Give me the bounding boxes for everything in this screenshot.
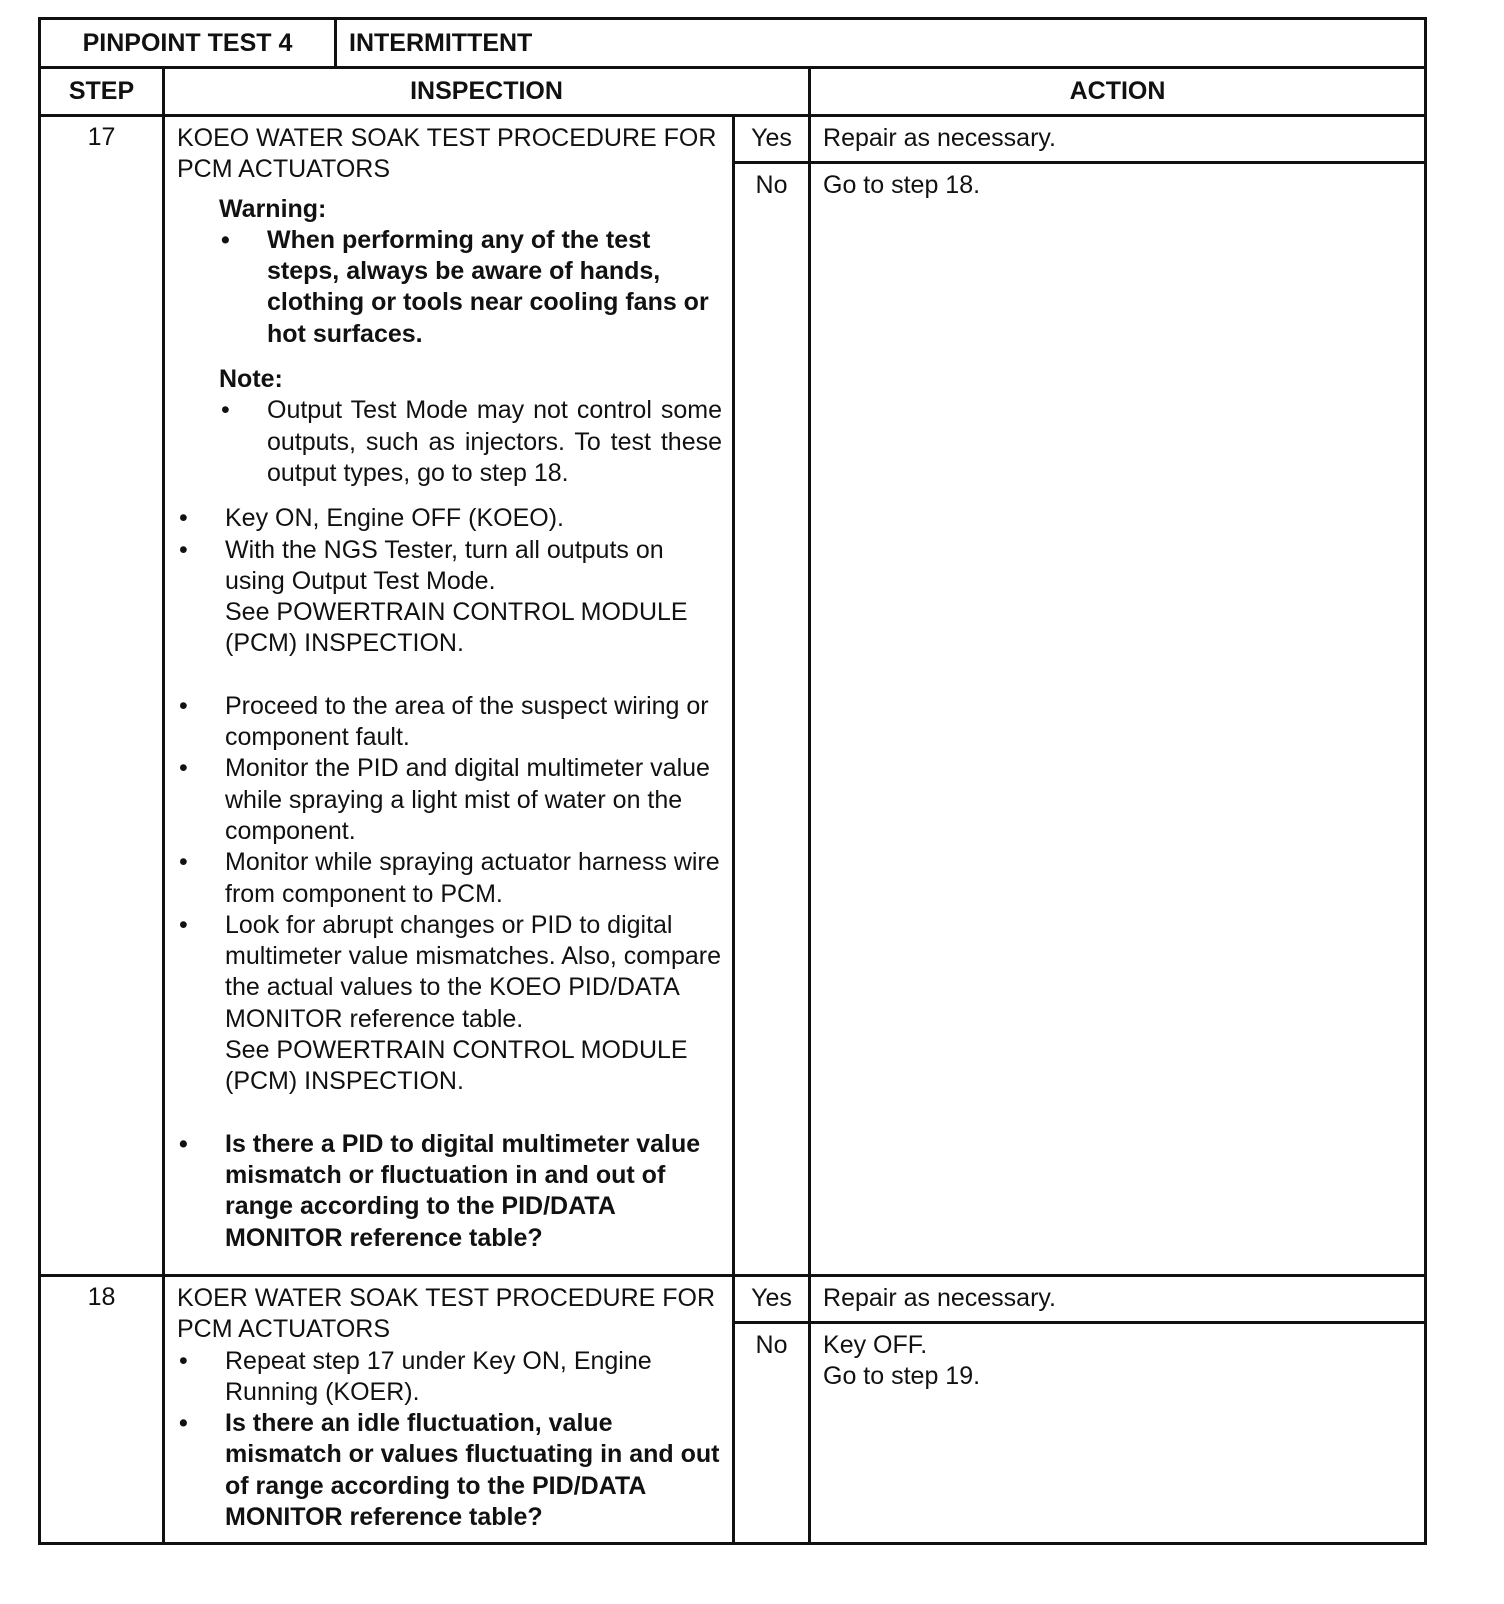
step-18-yes-row [40,1276,1426,1323]
list-item: • Key ON, Engine OFF (KOEO). [177,503,722,534]
procedure-title: KOEO WATER SOAK TEST PROCEDURE FOR PCM ACTUATORS [177,124,717,184]
list-item: • Monitor while spraying actuator harness wire from component to PCM. [177,847,722,910]
step-17-yes-row [40,116,1426,163]
yes-action: Repair as necessary. [810,1276,1426,1323]
no-label: No [734,163,810,1276]
yes-label: Yes [734,116,810,163]
step-question: • Is there a PID to digital multimeter value mismatch or fluctuation in and out of range according to the PID/DATA MONITOR reference table? [177,1129,722,1254]
list-item: • Proceed to the area of the suspect wiring or component fault. [177,691,722,754]
no-action: Go to step 18. [810,163,1426,1276]
list-item-text: With the NGS Tester, turn all outputs on using Output Test Mode. [225,535,664,595]
list-item: • Repeat step 17 under Key ON, Engine Running (KOER). [177,1346,722,1409]
column-header-row [40,68,1426,116]
pinpoint-test-sheet [38,17,1427,1585]
column-header-inspection: INSPECTION [164,68,810,116]
list-item [177,910,722,1098]
list-item: • Monitor the PID and digital multimeter value while spraying a light mist of water on the component. [177,753,722,847]
test-header [38,17,1427,69]
step-17-inspection [164,116,734,1276]
note-label: Note: [219,365,283,394]
step-number: 17 [40,116,164,1276]
warning-list [177,225,722,350]
column-header-action: ACTION [810,68,1426,116]
step-question: • Is there an idle fluctuation, value mismatch or values fluctuating in and out of range according to the PID/DATA MONITOR reference table? [177,1408,722,1533]
cross-reference: See POWERTRAIN CONTROL MODULE (PCM) INSPECTION. [225,598,688,658]
no-action-line: Go to step 19. [823,1362,981,1391]
procedure-title: KOER WATER SOAK TEST PROCEDURE FOR PCM ACTUATORS [177,1284,716,1344]
list-item-text: Look for abrupt changes or PID to digital multimeter value mismatches. Also, compare the actual values to the KOEO PID/DATA MONITOR reference table. [225,910,722,1033]
step-17-question-list [177,1129,722,1254]
step-number: 18 [40,1276,164,1544]
note-list [177,395,722,489]
cross-reference: See POWERTRAIN CONTROL MODULE (PCM) INSPECTION. [225,1036,688,1096]
yes-label: Yes [734,1276,810,1323]
test-label: PINPOINT TEST 4 [41,20,337,66]
no-label: No [734,1323,810,1544]
no-action [810,1323,1426,1544]
step-18-bullets [177,1346,722,1534]
yes-action: Repair as necessary. [810,116,1426,163]
list-item [177,535,722,660]
warning-label: Warning: [219,194,327,223]
procedure-table [38,66,1427,1545]
column-header-step: STEP [40,68,164,116]
step-17-bullets-continued [177,691,722,1098]
note-text: • Output Test Mode may not control some outputs, such as injectors. To test these output types, go to step 18. [219,395,722,489]
warning-text: • When performing any of the test steps, always be aware of hands, clothing or tools near cooling fans or hot surfaces. [219,225,722,350]
step-17-bullets [177,503,722,659]
no-action-line: Key OFF. [823,1331,928,1359]
test-title: INTERMITTENT [349,29,533,57]
step-18-inspection [164,1276,734,1544]
